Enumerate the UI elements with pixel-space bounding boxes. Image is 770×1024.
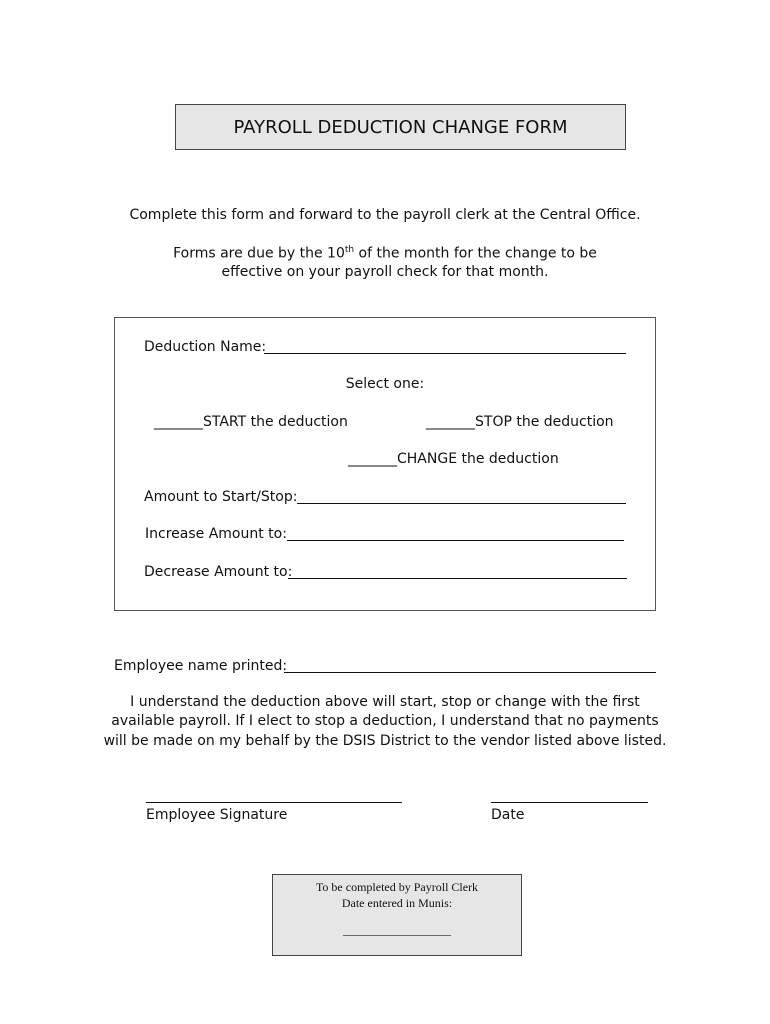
due-text-pre: Forms are due by the 10 xyxy=(173,245,345,262)
increase-field[interactable] xyxy=(287,540,624,541)
date-field[interactable] xyxy=(491,802,648,803)
intro-instructions: Complete this form and forward to the payroll clerk at the Central Office. xyxy=(129,207,641,223)
change-option[interactable] xyxy=(348,451,559,467)
employee-name-label: Employee name printed: xyxy=(114,658,288,674)
deduction-name-field[interactable] xyxy=(264,353,626,354)
decrease-field[interactable] xyxy=(288,578,627,579)
munis-date-field[interactable]: __________________ xyxy=(343,923,451,937)
payroll-clerk-section xyxy=(272,874,522,956)
form-title: PAYROLL DEDUCTION CHANGE FORM xyxy=(175,104,626,150)
start-blank[interactable]: _______ xyxy=(154,414,203,430)
due-date-note-line2: effective on your payroll check for that month. xyxy=(221,264,549,280)
statement-line3: will be made on my behalf by the DSIS District to the vendor listed above listed. xyxy=(103,733,667,749)
stop-label: STOP the deduction xyxy=(475,414,614,430)
amount-field[interactable] xyxy=(297,503,626,504)
stop-option[interactable] xyxy=(426,414,614,430)
start-label: START the deduction xyxy=(203,414,348,430)
date-label: Date xyxy=(491,807,525,823)
increase-label: Increase Amount to: xyxy=(145,526,287,542)
signature-label: Employee Signature xyxy=(146,807,288,823)
stop-blank[interactable]: _______ xyxy=(426,414,475,430)
clerk-line1: To be completed by Payroll Clerk xyxy=(315,880,479,894)
due-text-sup: th xyxy=(344,245,355,255)
employee-name-field[interactable] xyxy=(284,672,656,673)
signature-field[interactable] xyxy=(146,802,402,803)
statement-line1: I understand the deduction above will start, stop or change with the first xyxy=(130,694,640,710)
due-text-post: of the month for the change to be xyxy=(354,245,597,262)
decrease-label: Decrease Amount to: xyxy=(144,564,293,580)
deduction-name-label: Deduction Name: xyxy=(144,339,267,355)
due-date-note xyxy=(0,245,770,262)
statement-line2: available payroll. If I elect to stop a deduction, I understand that no payments xyxy=(111,713,659,729)
change-blank[interactable]: _______ xyxy=(348,451,397,467)
select-one-label: Select one: xyxy=(345,376,425,392)
clerk-line2: Date entered in Munis: xyxy=(341,896,453,910)
start-option[interactable] xyxy=(154,414,348,430)
change-label: CHANGE the deduction xyxy=(397,451,559,467)
amount-label: Amount to Start/Stop: xyxy=(144,489,298,505)
